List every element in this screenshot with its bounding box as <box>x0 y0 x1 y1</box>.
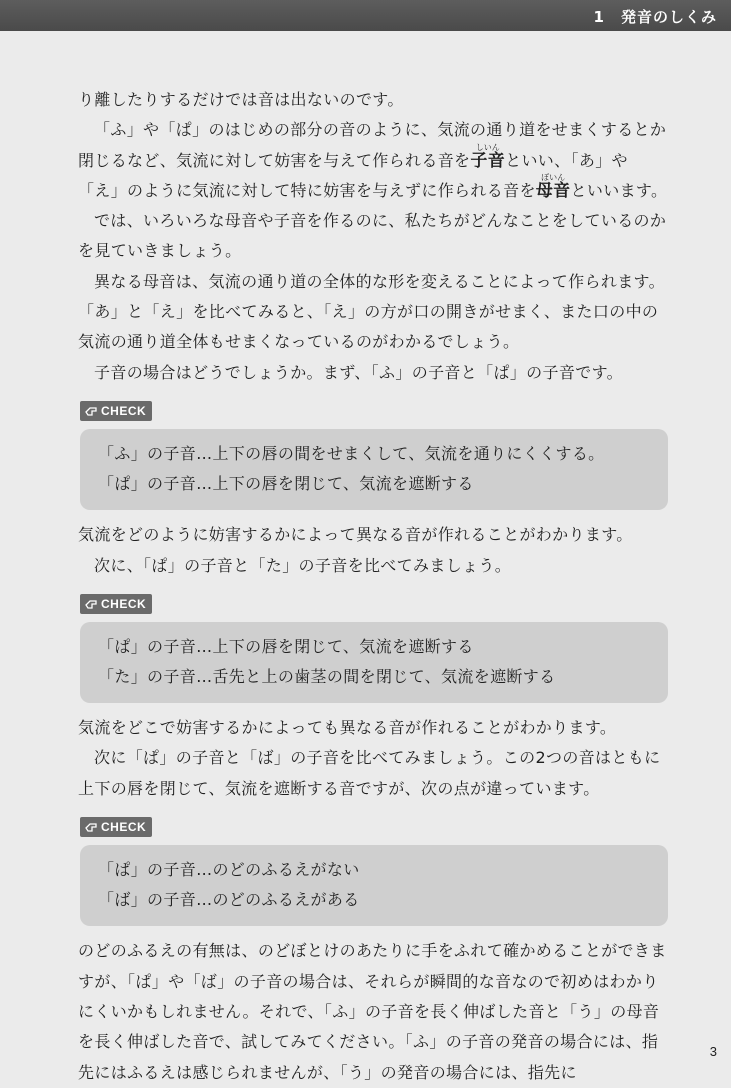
check-label <box>80 401 152 421</box>
check-item: 「ふ」の子音…上下の唇の間をせまくして、気流を通りにくくする。 <box>98 444 605 464</box>
check-label-text: CHECK <box>101 403 147 418</box>
paragraph-6: 気流をどのように妨害するかによって異なる音が作れることがわかります。 <box>78 525 633 545</box>
header-bar <box>0 0 731 31</box>
term-consonant-text: 子音 <box>470 150 506 171</box>
term-consonant <box>470 142 506 171</box>
pointing-hand-icon <box>84 404 98 418</box>
paragraph-3: では、いろいろな母音や子音を作るのに、私たちがどんなことをしているのかを見ていきましょう。 <box>78 211 667 261</box>
check-item: 「ぱ」の子音…のどのふるえがない <box>98 860 360 880</box>
check-label-text: CHECK <box>101 596 147 611</box>
check-item: 「ば」の子音…のどのふるえがある <box>98 890 360 910</box>
pointing-hand-icon <box>84 597 98 611</box>
term-vowel <box>535 172 571 201</box>
paragraph-8: 気流をどこで妨害するかによっても異なる音が作れることがわかります。 <box>78 718 617 738</box>
paragraph-4: 異なる母音は、気流の通り道の全体的な形を変えることによって作られます。「あ」と「え」を比べてみると、「え」の方が口の開きがせまく、また口の中の気流の通り道全体もせまくなっているのがわかるでしょう。 <box>78 271 665 352</box>
check-box <box>80 429 668 510</box>
check-label <box>80 594 152 614</box>
chapter-title: 1 発音のしくみ <box>593 8 717 26</box>
paragraph-5: 子音の場合はどうでしょうか。まず、「ふ」の子音と「ぱ」の子音です。 <box>94 362 623 382</box>
check-label-text: CHECK <box>101 819 147 834</box>
page-number: 3 <box>709 1044 717 1059</box>
paragraph-2-text-a: 「ふ」や「ぱ」のはじめの部分の音のように、気流の通り道をせまくするとか閉じるなど、気流に対して妨害を与えて作られる音を <box>78 120 667 170</box>
paragraph-10: のどのふるえの有無は、のどぼとけのあたりに手をふれて確かめることができますが、「ぱ」や「ば」の子音の場合は、それらが瞬間的な音なので初めはわかりにくいかもしれません。それで、「ふ」の子音を長く伸ばした音と「う」の母音を長く伸ばした音で、試してみてください。「ふ」の子音の発音の場合には、指先にはふるえは感じられませんが、「う」の発音の場合には、指先に <box>78 941 667 1082</box>
check-block-2 <box>80 591 668 703</box>
term-vowel-text: 母音 <box>535 180 571 201</box>
check-block-3 <box>80 814 668 926</box>
check-item: 「ぱ」の子音…上下の唇を閉じて、気流を遮断する <box>98 637 474 657</box>
check-item: 「ぱ」の子音…上下の唇を閉じて、気流を遮断する <box>98 474 474 494</box>
check-box <box>80 622 668 703</box>
paragraph-2-text-c: といいます。 <box>570 180 668 200</box>
paragraph-7: 次に、「ぱ」の子音と「た」の子音を比べてみましょう。 <box>94 555 512 575</box>
term-vowel-ruby: ぼいん <box>535 172 571 182</box>
check-block-1 <box>80 398 668 510</box>
paragraph-2 <box>78 115 668 206</box>
paragraph-9: 次に「ぱ」の子音と「ば」の子音を比べてみましょう。この2つの音はともに上下の唇を閉じて、気流を遮断する音ですが、次の点が違っています。 <box>78 748 661 798</box>
page-body <box>78 85 668 1088</box>
paragraph-1: り離したりするだけでは音は出ないのです。 <box>78 90 404 109</box>
check-box <box>80 845 668 926</box>
check-item: 「た」の子音…舌先と上の歯茎の間を閉じて、気流を遮断する <box>98 667 556 687</box>
check-label <box>80 817 152 837</box>
term-consonant-ruby: しいん <box>470 142 506 152</box>
paragraph-2-text-b: といい、「あ」や「え」のように気流に対して特に妨害を与えずに作られる音を <box>78 150 628 200</box>
pointing-hand-icon <box>84 820 98 834</box>
